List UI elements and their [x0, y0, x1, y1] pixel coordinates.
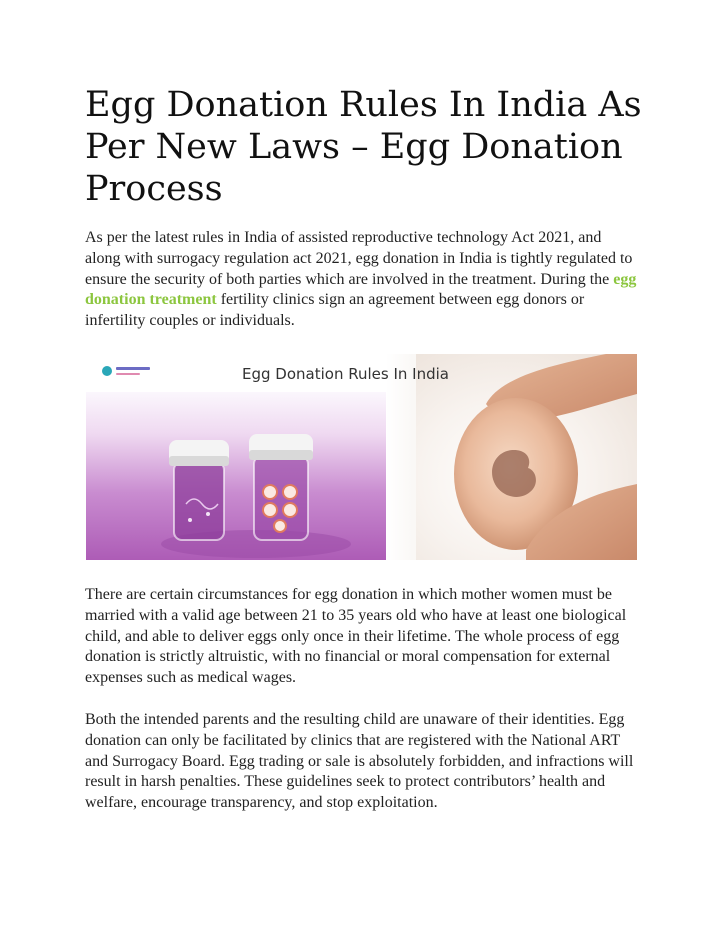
- logo-subtext-line: [116, 373, 140, 375]
- logo-mark: [102, 366, 112, 376]
- egg-donation-treatment-link[interactable]: egg donation treatment: [85, 270, 637, 309]
- egg-in-hand-icon: [406, 354, 637, 560]
- intro-text-before-link: As per the latest rules in India of assisted reproductive technology Act 2021, and along with surrogacy regulation act 2021, egg donation in India is tightly regulated to ensure the security of both parties which are involved in the treatment. During the: [85, 229, 633, 288]
- logo-text-line: [116, 367, 150, 370]
- intro-text-after-link: fertility clinics sign an agreement between egg donors or infertility couples or individuals.: [85, 291, 585, 330]
- regulation-paragraph: Both the intended parents and the resulting child are unaware of their identities. Egg donation can only be facilitated by clinics that are registered with the National ART and Surrogacy Board. Egg trading or sale is absolutely forbidden, and infractions will result in harsh penalties. These guidelines seek to protect contributors’ health and welfare, encourage transparency, and stop exploitation.: [85, 711, 634, 812]
- intro-paragraph: [85, 228, 637, 332]
- page-title: Egg Donation Rules In India As Per New Laws – Egg Donation Process: [85, 85, 642, 209]
- clinic-logo-icon: [102, 364, 152, 380]
- banner-title: Egg Donation Rules In India: [242, 365, 449, 383]
- specimen-vials-icon: [156, 434, 356, 560]
- hero-image: [86, 354, 637, 560]
- eligibility-paragraph: There are certain circumstances for egg donation in which mother women must be married with a valid age between 21 to 35 years old who have at least one biological child, and able to deliver eggs only once in their lifetime. The whole process of egg donation is strictly altruistic, with no financial or moral compensation for external expenses such as medical wages.: [85, 586, 627, 687]
